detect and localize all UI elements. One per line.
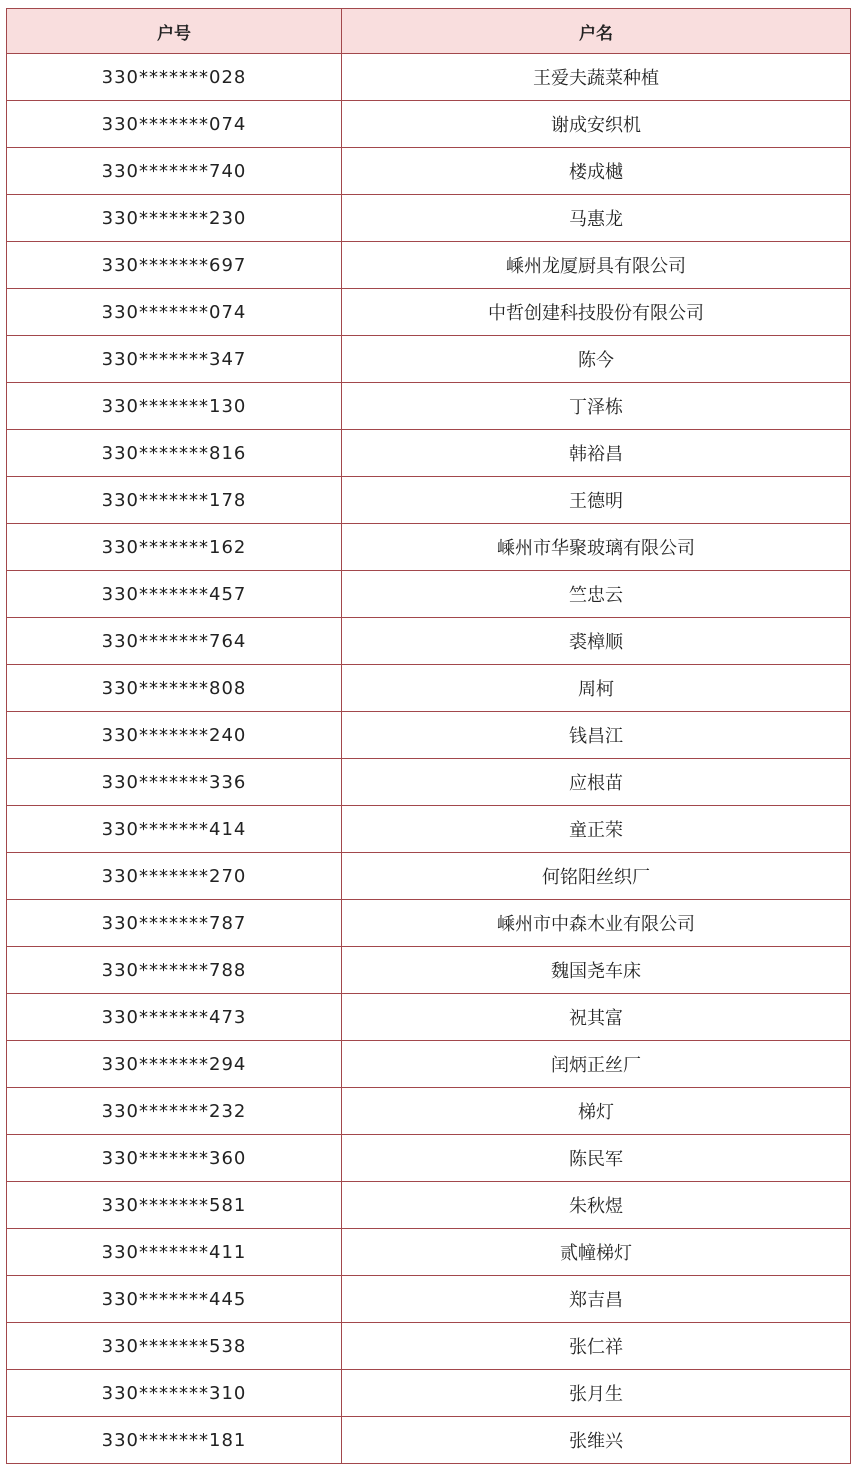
table-row	[7, 994, 851, 1041]
account-name-cell: 闰炳正丝厂	[342, 1041, 851, 1088]
table-row	[7, 1229, 851, 1276]
table-row	[7, 1041, 851, 1088]
table-row	[7, 712, 851, 759]
account-name-cell: 张维兴	[342, 1417, 851, 1464]
account-name-cell: 钱昌江	[342, 712, 851, 759]
account-no-cell: 330*******232	[7, 1088, 342, 1135]
table-row	[7, 148, 851, 195]
account-no-cell: 330*******740	[7, 148, 342, 195]
table-row	[7, 524, 851, 571]
account-name-cell: 何铭阳丝织厂	[342, 853, 851, 900]
account-no-cell: 330*******130	[7, 383, 342, 430]
table-row	[7, 759, 851, 806]
account-name-cell: 嵊州市华聚玻璃有限公司	[342, 524, 851, 571]
account-no-cell: 330*******028	[7, 54, 342, 101]
table-row	[7, 947, 851, 994]
account-no-cell: 330*******787	[7, 900, 342, 947]
table-row	[7, 1182, 851, 1229]
table-row	[7, 1088, 851, 1135]
account-no-cell: 330*******445	[7, 1276, 342, 1323]
table-row	[7, 242, 851, 289]
account-no-cell: 330*******360	[7, 1135, 342, 1182]
account-name-cell: 周柯	[342, 665, 851, 712]
account-no-cell: 330*******697	[7, 242, 342, 289]
account-no-cell: 330*******294	[7, 1041, 342, 1088]
account-no-cell: 330*******230	[7, 195, 342, 242]
account-no-cell: 330*******074	[7, 289, 342, 336]
table-row	[7, 101, 851, 148]
table-row	[7, 383, 851, 430]
account-name-cell: 梯灯	[342, 1088, 851, 1135]
account-no-cell: 330*******178	[7, 477, 342, 524]
account-name-cell: 应根苗	[342, 759, 851, 806]
table-body	[7, 54, 851, 1464]
account-name-cell: 谢成安织机	[342, 101, 851, 148]
account-no-cell: 330*******473	[7, 994, 342, 1041]
table-row	[7, 477, 851, 524]
account-no-cell: 330*******414	[7, 806, 342, 853]
table-row	[7, 195, 851, 242]
account-no-cell: 330*******347	[7, 336, 342, 383]
account-name-cell: 韩裕昌	[342, 430, 851, 477]
account-name-cell: 竺忠云	[342, 571, 851, 618]
account-no-cell: 330*******788	[7, 947, 342, 994]
header-account-no: 户号	[7, 9, 342, 54]
account-no-cell: 330*******808	[7, 665, 342, 712]
account-name-cell: 张月生	[342, 1370, 851, 1417]
account-name-cell: 裘樟顺	[342, 618, 851, 665]
account-no-cell: 330*******581	[7, 1182, 342, 1229]
account-name-cell: 王爱夫蔬菜种植	[342, 54, 851, 101]
account-name-cell: 张仁祥	[342, 1323, 851, 1370]
account-no-cell: 330*******181	[7, 1417, 342, 1464]
table-header-row	[7, 9, 851, 54]
account-no-cell: 330*******336	[7, 759, 342, 806]
account-name-cell: 童正荣	[342, 806, 851, 853]
account-name-cell: 贰幢梯灯	[342, 1229, 851, 1276]
account-name-cell: 丁泽栋	[342, 383, 851, 430]
account-no-cell: 330*******240	[7, 712, 342, 759]
account-no-cell: 330*******270	[7, 853, 342, 900]
account-name-cell: 朱秋煜	[342, 1182, 851, 1229]
table-row	[7, 336, 851, 383]
account-name-cell: 楼成樾	[342, 148, 851, 195]
account-name-cell: 陈今	[342, 336, 851, 383]
account-name-cell: 嵊州龙厦厨具有限公司	[342, 242, 851, 289]
account-no-cell: 330*******764	[7, 618, 342, 665]
header-account-name: 户名	[342, 9, 851, 54]
account-name-cell: 中哲创建科技股份有限公司	[342, 289, 851, 336]
table-row	[7, 54, 851, 101]
account-name-cell: 马惠龙	[342, 195, 851, 242]
table-row	[7, 1417, 851, 1464]
table-row	[7, 430, 851, 477]
account-no-cell: 330*******816	[7, 430, 342, 477]
account-name-cell: 祝其富	[342, 994, 851, 1041]
table-row	[7, 900, 851, 947]
account-no-cell: 330*******411	[7, 1229, 342, 1276]
account-name-cell: 王德明	[342, 477, 851, 524]
account-no-cell: 330*******162	[7, 524, 342, 571]
table-row	[7, 289, 851, 336]
table-row	[7, 1323, 851, 1370]
account-name-cell: 郑吉昌	[342, 1276, 851, 1323]
account-no-cell: 330*******457	[7, 571, 342, 618]
table-row	[7, 1135, 851, 1182]
account-name-cell: 嵊州市中森木业有限公司	[342, 900, 851, 947]
table-row	[7, 853, 851, 900]
account-table	[6, 8, 851, 1464]
account-no-cell: 330*******074	[7, 101, 342, 148]
table-row	[7, 1370, 851, 1417]
account-no-cell: 330*******538	[7, 1323, 342, 1370]
account-no-cell: 330*******310	[7, 1370, 342, 1417]
account-name-cell: 魏国尧车床	[342, 947, 851, 994]
table-row	[7, 1276, 851, 1323]
account-name-cell: 陈民军	[342, 1135, 851, 1182]
table-row	[7, 618, 851, 665]
table-row	[7, 665, 851, 712]
table-row	[7, 806, 851, 853]
table-row	[7, 571, 851, 618]
